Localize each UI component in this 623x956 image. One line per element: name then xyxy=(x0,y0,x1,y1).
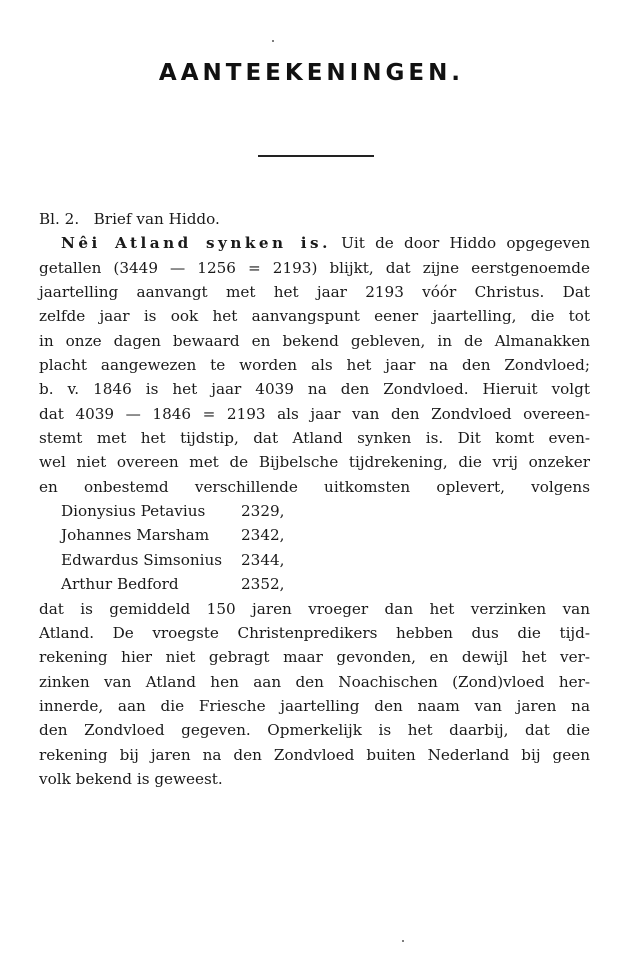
print-speck xyxy=(402,940,404,942)
paragraph-line: Atland. De vroegste Christenpredikers hebben dus die tijd- xyxy=(39,623,590,642)
list-item-year: 2352, xyxy=(241,575,285,594)
body-text xyxy=(39,207,590,791)
paragraph-line: rekening hier niet gebragt maar gevonden, en dewijl het ver- xyxy=(39,648,590,667)
paragraph-line: zelfde jaar is ook het aanvangspunt eener jaartelling, die tot xyxy=(39,307,590,326)
paragraph-line: stemt met het tijdstip, dat Atland synken is. Dit komt even- xyxy=(39,429,590,448)
paragraph-line: dat is gemiddeld 150 jaren vroeger dan het verzinken van xyxy=(39,599,590,618)
paragraph-text: Uit de door Hiddo opgegeven xyxy=(341,234,591,253)
spaced-lead-phrase: Nêi Atland synken is. xyxy=(61,234,331,253)
list-item-name: Dionysius Petavius xyxy=(61,502,206,521)
paragraph-line: den Zondvloed gegeven. Opmerkelijk is het daarbij, dat die xyxy=(39,721,590,740)
page-title: AANTEEKENINGEN. xyxy=(158,60,465,86)
chronology-list-item xyxy=(39,572,590,596)
list-item-year: 2342, xyxy=(241,526,285,545)
paragraph-line: innerde, aan die Friesche jaartelling den naam van jaren na xyxy=(39,696,590,715)
paragraph-line: jaartelling aanvangt met het jaar 2193 vóór Christus. Dat xyxy=(39,283,590,302)
chronology-list-item xyxy=(39,548,590,572)
paragraph-line: b. v. 1846 is het jaar 4039 na den Zondvloed. Hieruit volgt xyxy=(39,380,590,399)
title-rule xyxy=(258,155,374,157)
paragraph-line: zinken van Atland hen aan den Noachischen (Zond)vloed her- xyxy=(39,672,590,691)
print-speck xyxy=(272,40,274,42)
paragraph-line: getallen (3449 — 1256 = 2193) blijkt, dat zijne eerstgenoemde xyxy=(39,258,590,277)
paragraph-line xyxy=(39,231,590,255)
list-item-year: 2329, xyxy=(241,502,285,521)
paragraph-line: in onze dagen bewaard en bekend gebleven, in de Almanakken xyxy=(39,331,590,350)
chronology-list-item xyxy=(39,499,590,523)
section-heading: Bl. 2. Brief van Hiddo. xyxy=(39,210,220,228)
paragraph-line: dat 4039 — 1846 = 2193 als jaar van den Zondvloed overeen- xyxy=(39,404,590,423)
list-item-name: Edwardus Simsonius xyxy=(61,550,223,569)
list-item-year: 2344, xyxy=(241,550,285,569)
paragraph-line: wel niet overeen met de Bijbelsche tijdrekening, die vrij onzeker xyxy=(39,453,590,472)
list-item-name: Arthur Bedford xyxy=(61,575,179,594)
paragraph-line: en onbestemd verschillende uitkomsten oplevert, volgens xyxy=(39,477,590,496)
paragraph-line: placht aangewezen te worden als het jaar na den Zondvloed; xyxy=(39,356,590,375)
paragraph-line: rekening bij jaren na den Zondvloed buiten Nederland bij geen xyxy=(39,745,590,764)
chronology-list-item xyxy=(39,523,590,547)
paragraph-line: volk bekend is geweest. xyxy=(39,769,223,788)
list-item-name: Johannes Marsham xyxy=(61,526,210,545)
